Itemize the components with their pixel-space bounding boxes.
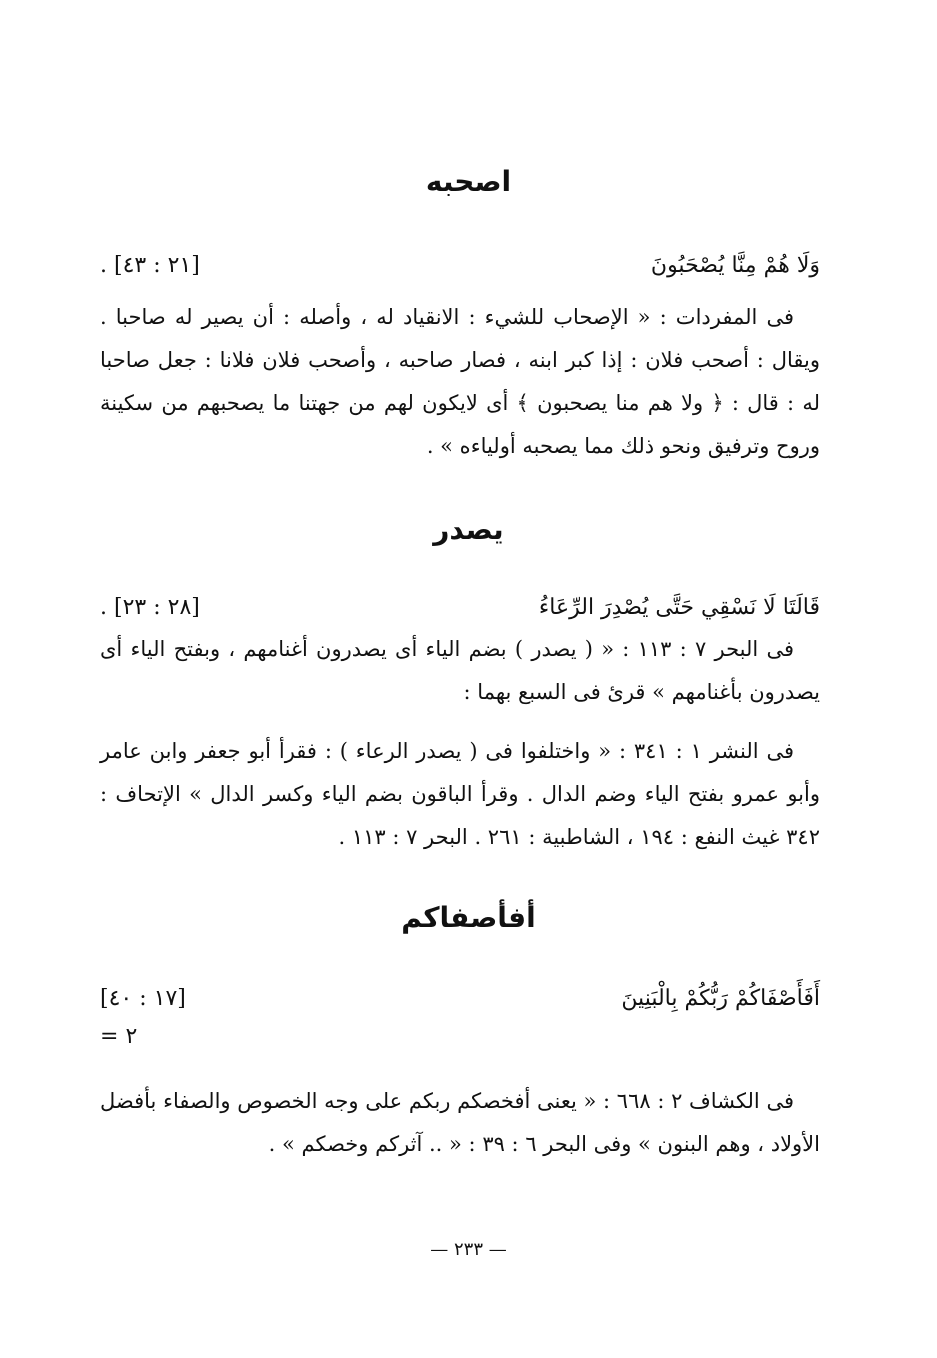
- verse-reference: [٢٨ : ٢٣] .: [100, 595, 200, 620]
- commentary-paragraph: فى البحر ٧ : ١١٣ : « ( يصدر ) بضم الياء أى يصدرون أغنامهم ، وبفتح الياء أى يصدرون بأغنامهم » قرئ فى السبع بهما :: [100, 637, 820, 704]
- entry-heading-ashabahu: اصحبه: [425, 165, 512, 198]
- commentary-block-2b: [100, 730, 820, 859]
- entry-heading-afasfakum: أفأصفاكم: [401, 901, 536, 934]
- commentary-block-2a: [100, 628, 820, 714]
- quran-verse: وَلَا هُمْ مِنَّا يُصْحَبُونَ: [650, 253, 820, 278]
- verse-row-2: [100, 591, 820, 625]
- commentary-block-1: [100, 296, 820, 468]
- verse-row-1: [100, 249, 820, 283]
- entry-heading-yusdir: يصدر: [433, 513, 504, 546]
- commentary-paragraph: فى النشر ١ : ٣٤١ : « واختلفوا فى ( يصدر الرعاء ) : فقرأ أبو جعفر وابن عامر وأبو عمرو بفتح الياء وضم الدال . وقرأ الباقون بضم الياء وكسر الدال » الإتحاف : ٣٤٢ غيث النفع : ١٩٤ ، الشاطبية : ٢٦١ . البحر ٧ : ١١٣ .: [100, 739, 820, 849]
- commentary-paragraph: فى الكشاف ٢ : ٦٦٨ : « يعنى أفخصكم ربكم على وجه الخصوص والصفاء بأفضل الأولاد ، وهم البنون » وفى البحر ٦ : ٣٩ : « .. آثركم وخصكم » .: [100, 1089, 820, 1156]
- commentary-block-3: [100, 1080, 820, 1166]
- verse-reference: [١٧ : ٤٠]: [100, 986, 186, 1011]
- verse-row-3: [100, 982, 820, 1016]
- quran-verse: قَالَتَا لَا نَسْقِي حَتَّى يُصْدِرَ الرِّعَاءُ: [538, 595, 820, 620]
- continuation-mark: ٢ =: [100, 1024, 138, 1049]
- quran-verse: أَفَأَصْفَاكُمْ رَبُّكُمْ بِالْبَنِينَ: [621, 986, 820, 1011]
- page-number: — ٢٣٣ —: [430, 1239, 507, 1260]
- commentary-paragraph: فى المفردات : « الإصحاب للشيء : الانقياد له ، وأصله : أن يصير له صاحبا . ويقال : أصحب فلان : إذا كبر ابنه ، فصار صاحبه ، وأصحب فلان فلانا : جعل صاحبا له : قال : ﴿ ولا هم منا يصحبون ﴾ أى لايكون لهم من جهتنا ما يصحبهم من سكينة وروح وترفيق ونحو ذلك مما يصحبه أولياءه » .: [100, 305, 820, 458]
- verse-reference: [٢١ : ٤٣] .: [100, 253, 200, 278]
